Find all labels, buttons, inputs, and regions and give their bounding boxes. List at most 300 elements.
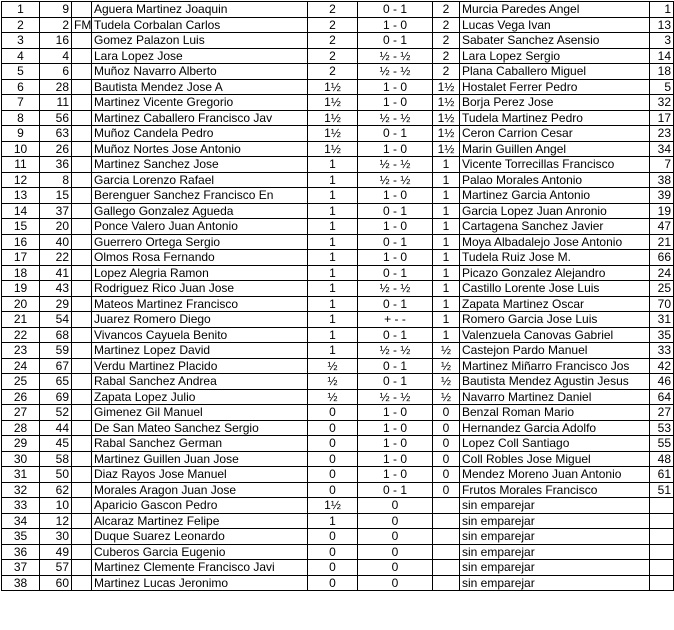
black-points: 1 (433, 203, 460, 219)
board-number: 19 (2, 281, 40, 297)
white-player-name: Gallego Gonzalez Agueda (92, 203, 308, 219)
white-player-name: Guerrero Ortega Sergio (92, 234, 308, 250)
black-seed: 33 (650, 343, 674, 359)
white-title (72, 343, 92, 359)
white-player-name: Martinez Caballero Francisco Jav (92, 110, 308, 126)
black-points (433, 498, 460, 514)
board-number: 9 (2, 126, 40, 142)
black-points: 1½ (433, 79, 460, 95)
game-result: 0 (358, 498, 433, 514)
white-seed: 15 (40, 188, 72, 204)
game-result: 1 - 0 (358, 451, 433, 467)
table-row (2, 405, 674, 421)
table-row (2, 436, 674, 452)
table-row (2, 281, 674, 297)
white-seed: 26 (40, 141, 72, 157)
board-number: 33 (2, 498, 40, 514)
black-player-name: Cartagena Sanchez Javier (460, 219, 650, 235)
board-number: 14 (2, 203, 40, 219)
board-number: 12 (2, 172, 40, 188)
white-seed: 58 (40, 451, 72, 467)
black-seed (650, 560, 674, 576)
black-player-name: sin emparejar (460, 560, 650, 576)
white-points: 1½ (308, 95, 358, 111)
white-points: 0 (308, 560, 358, 576)
white-points: 1½ (308, 126, 358, 142)
black-points: 1 (433, 250, 460, 266)
black-points: 0 (433, 467, 460, 483)
black-seed: 23 (650, 126, 674, 142)
white-player-name: Martinez Lopez David (92, 343, 308, 359)
black-points: 2 (433, 64, 460, 80)
white-player-name: Diaz Rayos Jose Manuel (92, 467, 308, 483)
black-player-name: Garcia Lopez Juan Anronio (460, 203, 650, 219)
black-player-name: Picazo Gonzalez Alejandro (460, 265, 650, 281)
black-seed: 47 (650, 219, 674, 235)
white-points: 1½ (308, 498, 358, 514)
board-number: 34 (2, 513, 40, 529)
black-player-name: Bautista Mendez Agustin Jesus (460, 374, 650, 390)
table-row (2, 188, 674, 204)
table-row (2, 358, 674, 374)
white-title (72, 358, 92, 374)
white-title (72, 126, 92, 142)
black-points: 1 (433, 281, 460, 297)
board-number: 15 (2, 219, 40, 235)
black-points: 1½ (433, 95, 460, 111)
white-seed: 62 (40, 482, 72, 498)
game-result: ½ - ½ (358, 389, 433, 405)
white-seed: 67 (40, 358, 72, 374)
black-seed: 51 (650, 482, 674, 498)
table-row (2, 79, 674, 95)
black-seed: 21 (650, 234, 674, 250)
black-points: 0 (433, 482, 460, 498)
table-row (2, 544, 674, 560)
white-title (72, 513, 92, 529)
black-seed: 64 (650, 389, 674, 405)
board-number: 32 (2, 482, 40, 498)
black-player-name: Vicente Torrecillas Francisco (460, 157, 650, 173)
black-player-name: Coll Robles Jose Miguel (460, 451, 650, 467)
black-seed (650, 529, 674, 545)
white-seed: 12 (40, 513, 72, 529)
black-seed (650, 513, 674, 529)
white-points: 1 (308, 265, 358, 281)
black-seed: 48 (650, 451, 674, 467)
table-row (2, 95, 674, 111)
white-player-name: Martinez Lucas Jeronimo (92, 575, 308, 591)
game-result: 1 - 0 (358, 219, 433, 235)
white-title (72, 157, 92, 173)
white-seed: 63 (40, 126, 72, 142)
table-row (2, 234, 674, 250)
game-result: 1 - 0 (358, 188, 433, 204)
white-points: 0 (308, 420, 358, 436)
white-title (72, 250, 92, 266)
black-points: 1 (433, 172, 460, 188)
black-seed: 39 (650, 188, 674, 204)
game-result: 0 - 1 (358, 203, 433, 219)
white-seed: 40 (40, 234, 72, 250)
black-player-name: Mendez Moreno Juan Antonio (460, 467, 650, 483)
game-result: 0 - 1 (358, 234, 433, 250)
game-result: 0 - 1 (358, 126, 433, 142)
white-title (72, 405, 92, 421)
board-number: 10 (2, 141, 40, 157)
white-player-name: Cuberos Garcia Eugenio (92, 544, 308, 560)
white-points: 2 (308, 17, 358, 33)
white-player-name: Lopez Alegria Ramon (92, 265, 308, 281)
black-player-name: Romero Garcia Jose Luis (460, 312, 650, 328)
game-result: ½ - ½ (358, 172, 433, 188)
white-seed: 37 (40, 203, 72, 219)
white-seed: 45 (40, 436, 72, 452)
white-points: 2 (308, 64, 358, 80)
game-result: 0 - 1 (358, 296, 433, 312)
table-row (2, 575, 674, 591)
white-title (72, 172, 92, 188)
white-seed: 4 (40, 48, 72, 64)
white-points: 0 (308, 405, 358, 421)
game-result: 1 - 0 (358, 141, 433, 157)
table-row (2, 126, 674, 142)
black-points: 0 (433, 436, 460, 452)
white-title (72, 33, 92, 49)
white-points: 1 (308, 343, 358, 359)
white-seed: 60 (40, 575, 72, 591)
white-seed: 9 (40, 2, 72, 18)
black-seed: 35 (650, 327, 674, 343)
white-points: 0 (308, 544, 358, 560)
white-title (72, 188, 92, 204)
table-row (2, 327, 674, 343)
board-number: 35 (2, 529, 40, 545)
white-points: 1 (308, 296, 358, 312)
white-points: 1½ (308, 141, 358, 157)
white-title (72, 327, 92, 343)
white-player-name: Rabal Sanchez Andrea (92, 374, 308, 390)
black-player-name: sin emparejar (460, 513, 650, 529)
white-title (72, 467, 92, 483)
board-number: 24 (2, 358, 40, 374)
white-title (72, 560, 92, 576)
black-points: 2 (433, 2, 460, 18)
black-seed: 3 (650, 33, 674, 49)
table-row (2, 64, 674, 80)
black-seed (650, 575, 674, 591)
board-number: 2 (2, 17, 40, 33)
white-points: 1 (308, 250, 358, 266)
white-player-name: Ponce Valero Juan Antonio (92, 219, 308, 235)
black-points: ½ (433, 358, 460, 374)
white-title (72, 79, 92, 95)
white-seed: 8 (40, 172, 72, 188)
black-player-name: Lara Lopez Sergio (460, 48, 650, 64)
white-player-name: Aguera Martinez Joaquin (92, 2, 308, 18)
white-player-name: Morales Aragon Juan Jose (92, 482, 308, 498)
black-player-name: sin emparejar (460, 575, 650, 591)
board-number: 28 (2, 420, 40, 436)
black-player-name: Marin Guillen Angel (460, 141, 650, 157)
board-number: 13 (2, 188, 40, 204)
white-seed: 16 (40, 33, 72, 49)
white-player-name: Garcia Lorenzo Rafael (92, 172, 308, 188)
white-player-name: Rabal Sanchez German (92, 436, 308, 452)
white-seed: 54 (40, 312, 72, 328)
black-player-name: Hostalet Ferrer Pedro (460, 79, 650, 95)
white-title (72, 110, 92, 126)
table-row (2, 343, 674, 359)
board-number: 11 (2, 157, 40, 173)
white-points: 1½ (308, 110, 358, 126)
table-row (2, 498, 674, 514)
game-result: 0 - 1 (358, 2, 433, 18)
white-player-name: Muñoz Candela Pedro (92, 126, 308, 142)
white-player-name: Muñoz Nortes Jose Antonio (92, 141, 308, 157)
game-result: 1 - 0 (358, 405, 433, 421)
white-points: 0 (308, 575, 358, 591)
black-player-name: Navarro Martinez Daniel (460, 389, 650, 405)
black-points: 0 (433, 420, 460, 436)
white-player-name: Juarez Romero Diego (92, 312, 308, 328)
game-result: 1 - 0 (358, 436, 433, 452)
white-points: 0 (308, 467, 358, 483)
table-row (2, 33, 674, 49)
white-title (72, 482, 92, 498)
white-points: ½ (308, 389, 358, 405)
table-row (2, 529, 674, 545)
table-row (2, 17, 674, 33)
black-points: 2 (433, 17, 460, 33)
game-result: 0 (358, 529, 433, 545)
board-number: 7 (2, 95, 40, 111)
black-points: 1 (433, 327, 460, 343)
white-player-name: De San Mateo Sanchez Sergio (92, 420, 308, 436)
white-title (72, 436, 92, 452)
black-points (433, 529, 460, 545)
game-result: 0 (358, 560, 433, 576)
black-seed: 61 (650, 467, 674, 483)
game-result: ½ - ½ (358, 110, 433, 126)
pairings-table (1, 1, 674, 591)
white-seed: 30 (40, 529, 72, 545)
white-points: 1 (308, 203, 358, 219)
board-number: 8 (2, 110, 40, 126)
white-points: 1 (308, 281, 358, 297)
white-seed: 41 (40, 265, 72, 281)
black-points: 1½ (433, 110, 460, 126)
black-points: 1 (433, 312, 460, 328)
white-title: FM (72, 17, 92, 33)
game-result: 0 (358, 544, 433, 560)
white-title (72, 2, 92, 18)
board-number: 31 (2, 467, 40, 483)
white-seed: 52 (40, 405, 72, 421)
white-player-name: Tudela Corbalan Carlos (92, 17, 308, 33)
black-points: ½ (433, 374, 460, 390)
board-number: 16 (2, 234, 40, 250)
game-result: ½ - ½ (358, 48, 433, 64)
table-row (2, 420, 674, 436)
game-result: 1 - 0 (358, 79, 433, 95)
white-player-name: Zapata Lopez Julio (92, 389, 308, 405)
black-player-name: Martinez Miñarro Francisco Jos (460, 358, 650, 374)
black-points (433, 560, 460, 576)
board-number: 22 (2, 327, 40, 343)
black-seed: 14 (650, 48, 674, 64)
pairings-body (2, 2, 674, 591)
board-number: 29 (2, 436, 40, 452)
white-points: 1 (308, 234, 358, 250)
white-seed: 20 (40, 219, 72, 235)
white-points: 2 (308, 2, 358, 18)
white-title (72, 374, 92, 390)
board-number: 21 (2, 312, 40, 328)
white-title (72, 420, 92, 436)
table-row (2, 560, 674, 576)
black-player-name: Zapata Martinez Oscar (460, 296, 650, 312)
table-row (2, 374, 674, 390)
game-result: 0 - 1 (358, 358, 433, 374)
white-title (72, 281, 92, 297)
game-result: 0 - 1 (358, 265, 433, 281)
game-result: 0 - 1 (358, 327, 433, 343)
game-result: ½ - ½ (358, 281, 433, 297)
black-points: ½ (433, 343, 460, 359)
white-points: ½ (308, 374, 358, 390)
black-points: 1 (433, 188, 460, 204)
black-player-name: Martinez Garcia Antonio (460, 188, 650, 204)
game-result: 0 (358, 513, 433, 529)
white-player-name: Alcaraz Martinez Felipe (92, 513, 308, 529)
board-number: 38 (2, 575, 40, 591)
black-player-name: Tudela Martinez Pedro (460, 110, 650, 126)
black-player-name: Valenzuela Canovas Gabriel (460, 327, 650, 343)
table-row (2, 513, 674, 529)
white-title (72, 529, 92, 545)
black-seed: 32 (650, 95, 674, 111)
game-result: ½ - ½ (358, 64, 433, 80)
black-player-name: Hernandez Garcia Adolfo (460, 420, 650, 436)
white-seed: 22 (40, 250, 72, 266)
white-seed: 10 (40, 498, 72, 514)
black-points: 1 (433, 234, 460, 250)
black-player-name: Murcia Paredes Angel (460, 2, 650, 18)
white-points: 0 (308, 529, 358, 545)
black-player-name: sin emparejar (460, 544, 650, 560)
black-seed: 7 (650, 157, 674, 173)
black-player-name: Frutos Morales Francisco (460, 482, 650, 498)
board-number: 23 (2, 343, 40, 359)
white-seed: 6 (40, 64, 72, 80)
black-seed (650, 544, 674, 560)
black-points: 0 (433, 405, 460, 421)
board-number: 30 (2, 451, 40, 467)
white-player-name: Martinez Vicente Gregorio (92, 95, 308, 111)
white-title (72, 234, 92, 250)
table-row (2, 312, 674, 328)
white-player-name: Vivancos Cayuela Benito (92, 327, 308, 343)
white-points: 0 (308, 451, 358, 467)
white-seed: 28 (40, 79, 72, 95)
board-number: 18 (2, 265, 40, 281)
white-seed: 57 (40, 560, 72, 576)
white-player-name: Mateos Martinez Francisco (92, 296, 308, 312)
black-points (433, 575, 460, 591)
white-player-name: Martinez Sanchez Jose (92, 157, 308, 173)
white-player-name: Aparicio Gascon Pedro (92, 498, 308, 514)
white-title (72, 312, 92, 328)
board-number: 17 (2, 250, 40, 266)
white-points: ½ (308, 358, 358, 374)
black-points: 1 (433, 219, 460, 235)
table-row (2, 203, 674, 219)
black-points: 1½ (433, 141, 460, 157)
board-number: 26 (2, 389, 40, 405)
white-points: 0 (308, 482, 358, 498)
white-player-name: Martinez Guillen Juan Jose (92, 451, 308, 467)
white-points: 2 (308, 48, 358, 64)
black-points: 1½ (433, 126, 460, 142)
game-result: ½ - ½ (358, 157, 433, 173)
black-seed: 53 (650, 420, 674, 436)
white-title (72, 203, 92, 219)
game-result: 0 - 1 (358, 482, 433, 498)
black-points (433, 544, 460, 560)
black-seed: 24 (650, 265, 674, 281)
white-title (72, 219, 92, 235)
black-player-name: Sabater Sanchez Asensio (460, 33, 650, 49)
black-points: 1 (433, 157, 460, 173)
white-title (72, 389, 92, 405)
board-number: 3 (2, 33, 40, 49)
black-player-name: Castejon Pardo Manuel (460, 343, 650, 359)
black-player-name: Benzal Roman Mario (460, 405, 650, 421)
table-row (2, 172, 674, 188)
game-result: 1 - 0 (358, 95, 433, 111)
white-player-name: Olmos Rosa Fernando (92, 250, 308, 266)
table-row (2, 482, 674, 498)
white-points: 1 (308, 327, 358, 343)
white-title (72, 64, 92, 80)
white-points: 1 (308, 188, 358, 204)
white-seed: 69 (40, 389, 72, 405)
white-player-name: Bautista Mendez Jose A (92, 79, 308, 95)
game-result: ½ - ½ (358, 343, 433, 359)
black-points: 0 (433, 451, 460, 467)
black-seed: 38 (650, 172, 674, 188)
black-player-name: Castillo Lorente Jose Luis (460, 281, 650, 297)
table-row (2, 219, 674, 235)
black-seed: 55 (650, 436, 674, 452)
black-points: 1 (433, 265, 460, 281)
board-number: 20 (2, 296, 40, 312)
board-number: 37 (2, 560, 40, 576)
black-seed: 66 (650, 250, 674, 266)
black-player-name: Lopez Coll Santiago (460, 436, 650, 452)
white-points: 1 (308, 219, 358, 235)
table-row (2, 48, 674, 64)
white-player-name: Martinez Clemente Francisco Javi (92, 560, 308, 576)
white-points: 1 (308, 312, 358, 328)
table-row (2, 296, 674, 312)
table-row (2, 451, 674, 467)
white-seed: 43 (40, 281, 72, 297)
white-player-name: Muñoz Navarro Alberto (92, 64, 308, 80)
white-seed: 65 (40, 374, 72, 390)
table-row (2, 141, 674, 157)
